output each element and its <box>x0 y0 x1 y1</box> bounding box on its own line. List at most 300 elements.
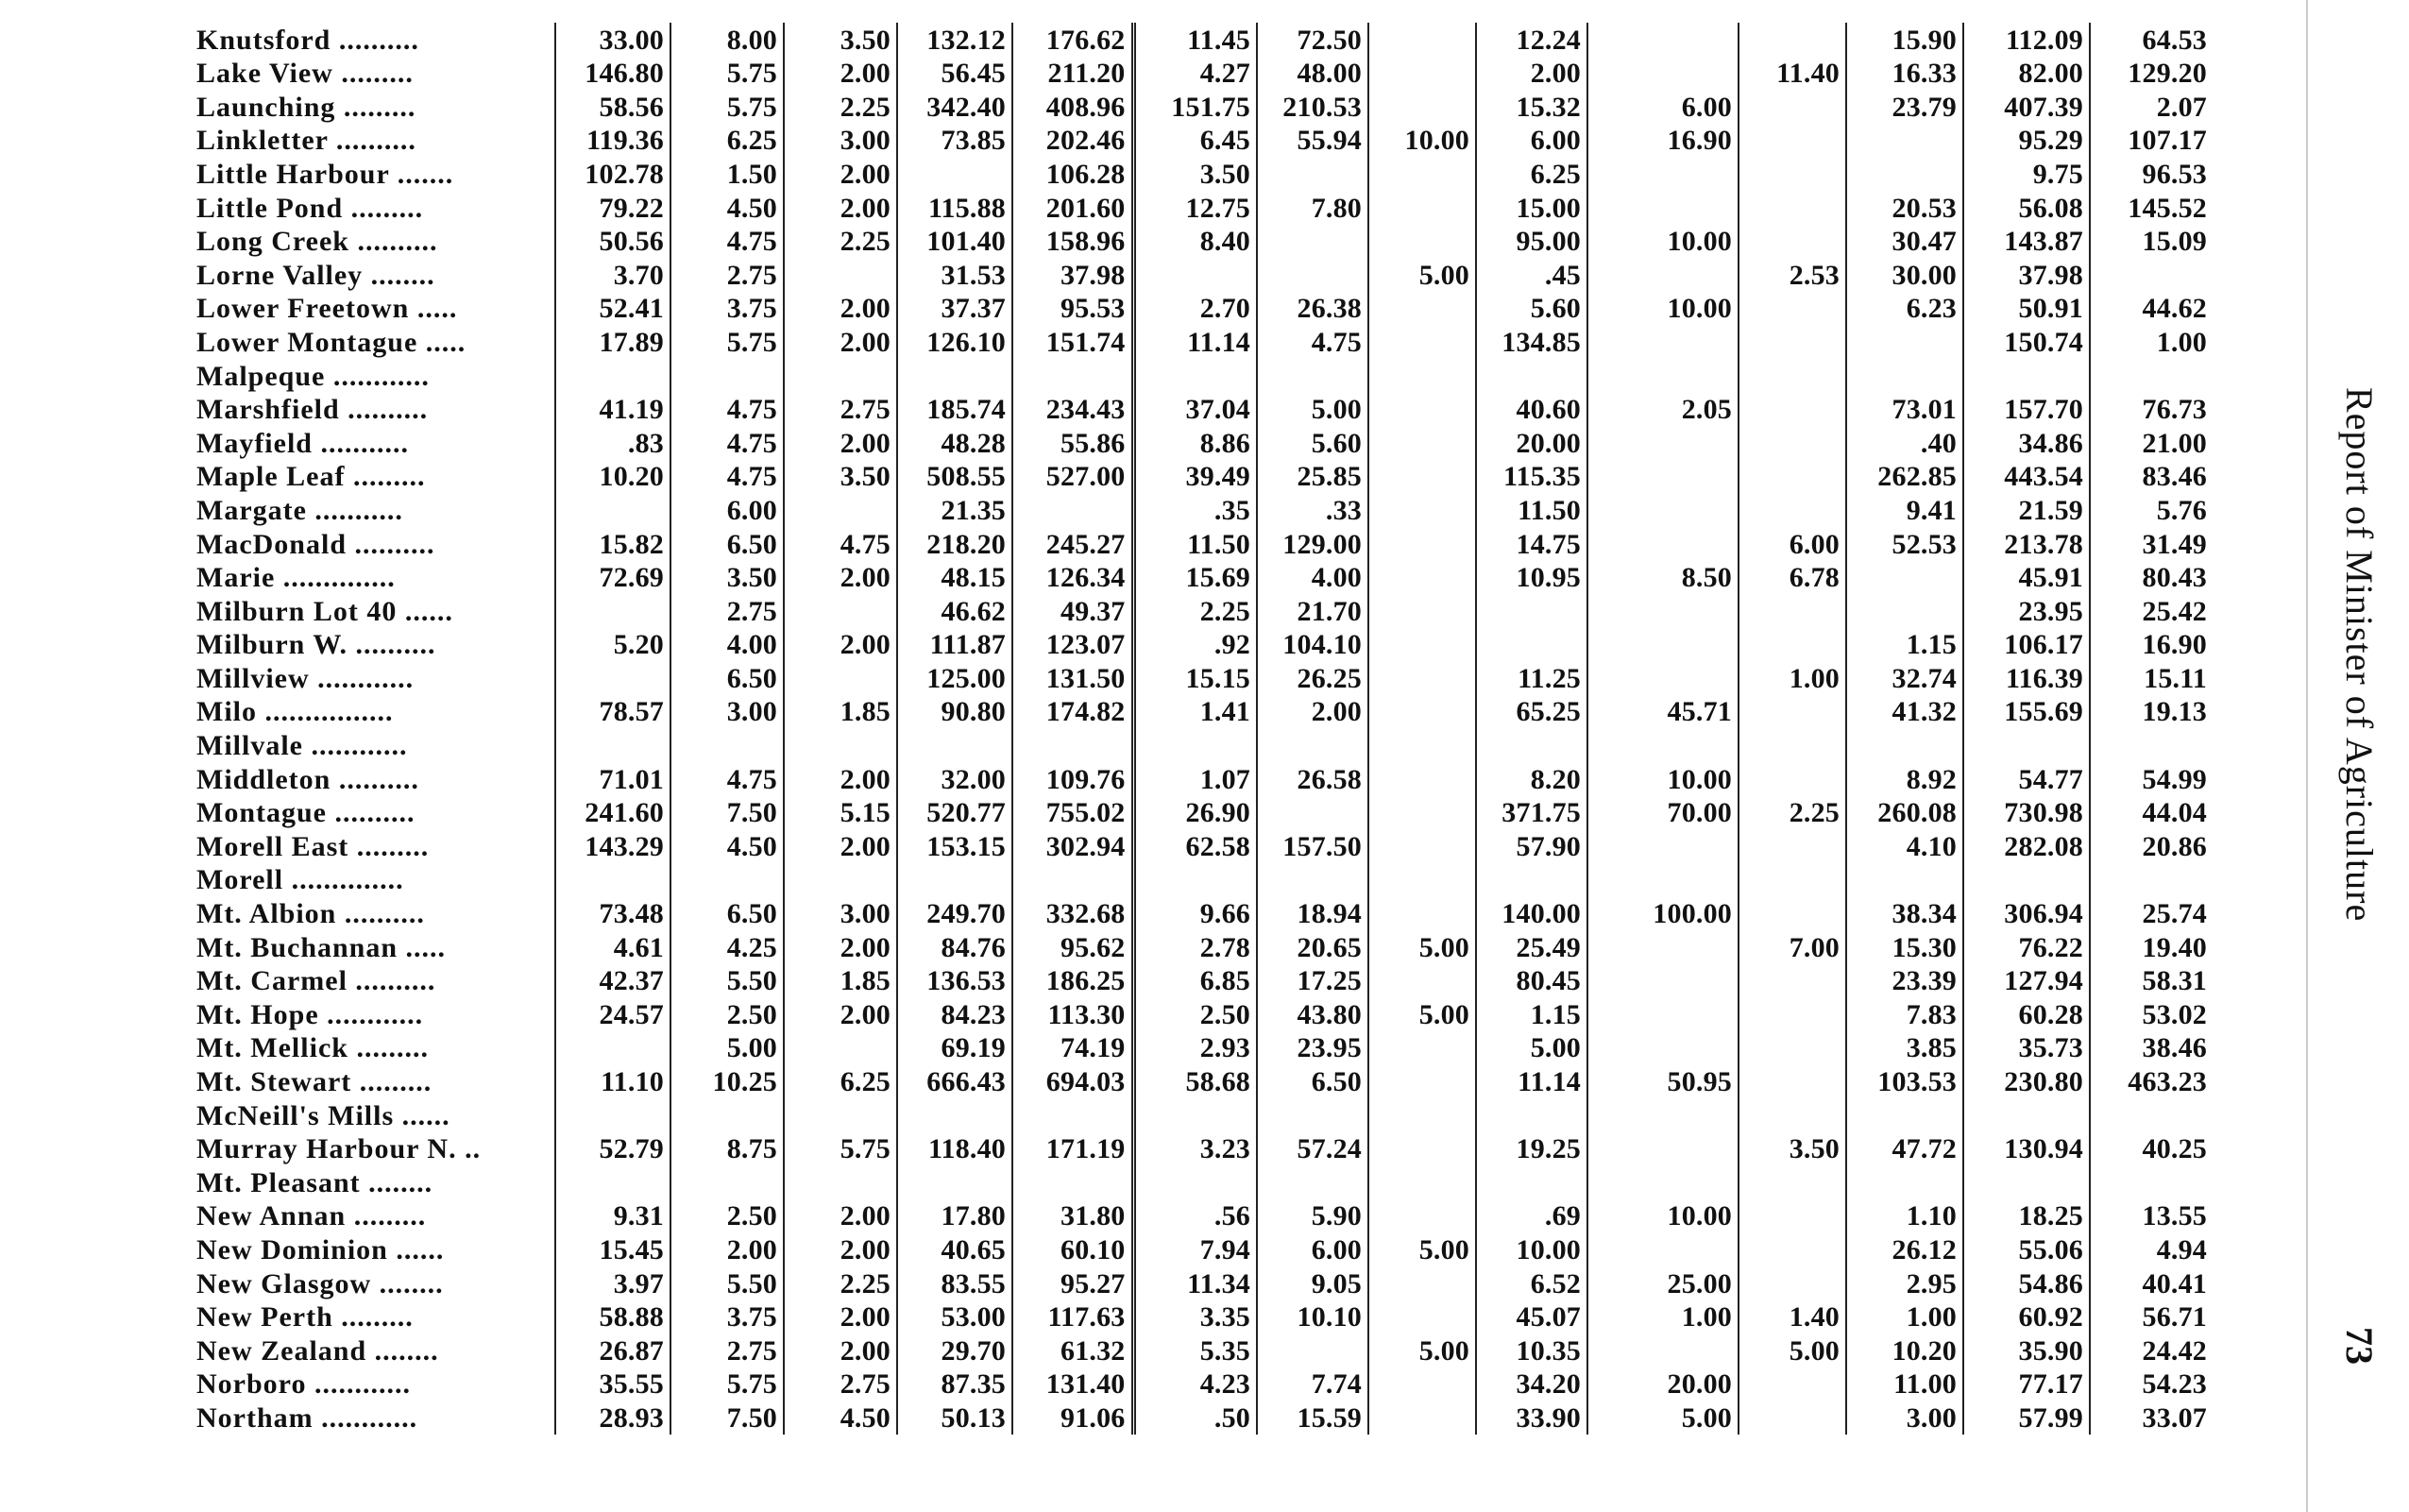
table-cell <box>1739 90 1846 124</box>
table-cell: 1.40 <box>1739 1300 1846 1334</box>
table-cell: 50.13 <box>897 1401 1012 1435</box>
table-cell <box>1368 325 1476 359</box>
table-cell: 15.32 <box>1476 90 1587 124</box>
table-cell: 241.60 <box>555 796 670 830</box>
table-cell: 39.49 <box>1133 460 1257 494</box>
table-cell <box>1368 695 1476 729</box>
table-cell: 4.50 <box>670 191 784 225</box>
table-cell: 58.68 <box>1133 1064 1257 1098</box>
table-cell: 117.63 <box>1012 1300 1133 1334</box>
locality-name: Maple Leaf ......... <box>189 460 555 494</box>
table-cell <box>1012 1098 1133 1132</box>
table-cell: 23.95 <box>1963 594 2090 628</box>
table-cell: 6.85 <box>1133 964 1257 998</box>
locality-name: Margate ........... <box>189 493 555 527</box>
table-cell: 10.35 <box>1476 1334 1587 1368</box>
table-cell <box>1368 1401 1476 1435</box>
table-cell <box>1368 1064 1476 1098</box>
table-cell: 4.23 <box>1133 1368 1257 1402</box>
table-cell <box>1257 1098 1368 1132</box>
table-cell: 43.80 <box>1257 997 1368 1031</box>
table-cell: 730.98 <box>1963 796 2090 830</box>
table-cell <box>1368 493 1476 527</box>
table-cell: 44.04 <box>2142 797 2207 829</box>
table-cell: 38.46 <box>2142 1032 2207 1064</box>
table-cell: 15.00 <box>1476 191 1587 225</box>
table-cell: 2.93 <box>1133 1031 1257 1065</box>
table-cell <box>1587 1031 1739 1065</box>
table-cell: 1.00 <box>2156 326 2207 358</box>
table-cell: .45 <box>1476 258 1587 292</box>
table-cell: 45.91 <box>1963 561 2090 595</box>
table-cell <box>1963 728 2090 762</box>
table-cell: 3.50 <box>784 460 897 494</box>
table-cell: 282.08 <box>1963 829 2090 863</box>
table-cell: 2.75 <box>670 258 784 292</box>
margin-rule <box>2306 0 2308 1512</box>
table-cell: 57.90 <box>1476 829 1587 863</box>
table-cell <box>1846 1098 1963 1132</box>
table-cell: 8.20 <box>1476 762 1587 796</box>
table-cell <box>784 1098 897 1132</box>
table-cell: 3.75 <box>670 292 784 326</box>
table-cell <box>1846 863 1963 897</box>
table-cell <box>1257 796 1368 830</box>
table-cell: 14.75 <box>1476 527 1587 561</box>
table-cell: 131.40 <box>1012 1368 1133 1402</box>
table-cell <box>897 728 1012 762</box>
table-cell <box>1476 863 1587 897</box>
table-cell: 5.00 <box>1587 1401 1739 1435</box>
table-cell: 201.60 <box>1012 191 1133 225</box>
table-cell <box>784 594 897 628</box>
table-cell: 520.77 <box>897 796 1012 830</box>
table-cell: 10.00 <box>1587 762 1739 796</box>
table-cell <box>1012 863 1133 897</box>
table-cell: 3.50 <box>1133 157 1257 191</box>
table-cell: 80.43 <box>2142 562 2207 594</box>
table-cell <box>1587 527 1739 561</box>
table-cell: 2.00 <box>784 1300 897 1334</box>
table-cell: 15.90 <box>1846 23 1963 57</box>
locality-name: Mt. Stewart ......... <box>189 1064 555 1098</box>
table-cell: 4.25 <box>670 930 784 964</box>
table-cell: 7.50 <box>670 1401 784 1435</box>
table-cell: 5.75 <box>670 1368 784 1402</box>
table-cell <box>1587 628 1739 662</box>
table-cell <box>1368 157 1476 191</box>
table-cell: 2.25 <box>1739 796 1846 830</box>
table-cell: 70.00 <box>1587 796 1739 830</box>
table-cell: 11.25 <box>1476 661 1587 695</box>
table-row <box>189 426 2213 460</box>
table-cell: 37.37 <box>897 292 1012 326</box>
table-cell: 5.76 <box>2156 494 2207 526</box>
table-cell: 76.73 <box>2142 394 2207 426</box>
table-cell: 2.00 <box>784 1334 897 1368</box>
table-cell: 151.74 <box>1012 325 1133 359</box>
table-cell: 3.50 <box>1739 1132 1846 1166</box>
table-cell: 342.40 <box>897 90 1012 124</box>
table-cell <box>784 493 897 527</box>
table-cell: 6.23 <box>1846 292 1963 326</box>
table-cell <box>2090 258 2213 292</box>
table-cell <box>1476 728 1587 762</box>
table-cell: 23.95 <box>1257 1031 1368 1065</box>
table-cell: 5.75 <box>670 57 784 91</box>
table-cell: 5.15 <box>784 796 897 830</box>
table-cell <box>1012 728 1133 762</box>
table-row <box>189 796 2213 830</box>
table-cell: 106.17 <box>1963 628 2090 662</box>
table-cell <box>1739 157 1846 191</box>
table-cell: 16.90 <box>2142 629 2207 661</box>
table-row <box>189 997 2213 1031</box>
table-cell: 3.50 <box>784 23 897 57</box>
table-cell: 4.94 <box>2156 1233 2207 1266</box>
table-cell: 171.19 <box>1012 1132 1133 1166</box>
table-cell: 95.62 <box>1012 930 1133 964</box>
table-cell: 127.94 <box>1963 964 2090 998</box>
table-cell: 7.50 <box>670 796 784 830</box>
table-cell <box>1476 1098 1587 1132</box>
table-cell: 6.00 <box>670 493 784 527</box>
table-cell <box>1587 258 1739 292</box>
table-cell: .33 <box>1257 493 1368 527</box>
table-cell <box>897 863 1012 897</box>
table-cell: 20.53 <box>1846 191 1963 225</box>
table-cell: 4.00 <box>670 628 784 662</box>
table-cell: 4.61 <box>555 930 670 964</box>
table-cell: 21.70 <box>1257 594 1368 628</box>
table-cell: 8.00 <box>670 23 784 57</box>
table-cell: 48.15 <box>897 561 1012 595</box>
table-cell: 3.00 <box>784 124 897 158</box>
table-cell: 11.14 <box>1476 1064 1587 1098</box>
table-cell: 174.82 <box>1012 695 1133 729</box>
table-cell: 30.00 <box>1846 258 1963 292</box>
table-cell <box>784 1031 897 1065</box>
table-cell: 25.42 <box>2142 595 2207 627</box>
table-row <box>189 359 2213 393</box>
table-cell: 19.13 <box>2142 696 2207 728</box>
table-cell: 73.85 <box>897 124 1012 158</box>
table-cell: 73.48 <box>555 896 670 930</box>
table-row <box>189 728 2213 762</box>
table-cell <box>1587 325 1739 359</box>
table-row <box>189 594 2213 628</box>
table-cell: 19.25 <box>1476 1132 1587 1166</box>
table-cell: 10.00 <box>1368 124 1476 158</box>
table-cell: 50.91 <box>1963 292 2090 326</box>
table-cell <box>2090 728 2213 762</box>
table-cell: 56.45 <box>897 57 1012 91</box>
table-cell: 25.74 <box>2142 898 2207 930</box>
table-cell <box>1368 292 1476 326</box>
table-cell: 33.90 <box>1476 1401 1587 1435</box>
table-cell: 150.74 <box>1963 325 2090 359</box>
table-cell <box>1368 561 1476 595</box>
locality-name: Little Pond ......... <box>189 191 555 225</box>
table-cell: 2.75 <box>784 1368 897 1402</box>
table-cell: 211.20 <box>1012 57 1133 91</box>
table-cell <box>1587 728 1739 762</box>
table-cell: 48.00 <box>1257 57 1368 91</box>
table-cell: 79.22 <box>555 191 670 225</box>
table-cell: 6.78 <box>1739 561 1846 595</box>
locality-name: Murray Harbour N. .. <box>189 1132 555 1166</box>
table-cell: 3.85 <box>1846 1031 1963 1065</box>
table-row <box>189 695 2213 729</box>
table-cell <box>555 661 670 695</box>
table-cell: 44.62 <box>2142 293 2207 325</box>
table-cell <box>1257 258 1368 292</box>
table-cell: 58.88 <box>555 1300 670 1334</box>
table-row <box>189 325 2213 359</box>
table-cell: 113.30 <box>1012 997 1133 1031</box>
table-cell: 23.39 <box>1846 964 1963 998</box>
table-cell: 21.35 <box>897 493 1012 527</box>
table-cell <box>1133 359 1257 393</box>
table-cell <box>1739 1031 1846 1065</box>
table-cell <box>2090 1098 2213 1132</box>
table-cell: .69 <box>1476 1199 1587 1233</box>
table-cell: 186.25 <box>1012 964 1133 998</box>
table-cell: .83 <box>555 426 670 460</box>
table-cell <box>1739 1199 1846 1233</box>
table-cell: 101.40 <box>897 225 1012 259</box>
table-cell: 46.62 <box>897 594 1012 628</box>
locality-name: Malpeque ............ <box>189 359 555 393</box>
table-cell <box>1257 1334 1368 1368</box>
table-cell <box>1368 527 1476 561</box>
table-cell: 106.28 <box>1012 157 1133 191</box>
table-cell: 218.20 <box>897 527 1012 561</box>
table-cell: .40 <box>1846 426 1963 460</box>
table-cell: 15.11 <box>2144 662 2207 694</box>
table-cell <box>1846 1165 1963 1199</box>
table-cell: 1.15 <box>1476 997 1587 1031</box>
table-cell <box>555 1165 670 1199</box>
table-cell: 58.31 <box>2142 965 2207 997</box>
table-cell: 2.75 <box>670 594 784 628</box>
table-cell <box>1012 359 1133 393</box>
locality-name: Northam ............ <box>189 1401 555 1435</box>
table-cell: 72.50 <box>1257 23 1368 57</box>
table-cell: 2.70 <box>1133 292 1257 326</box>
table-cell <box>1963 1165 2090 1199</box>
table-row <box>189 1098 2213 1132</box>
ledger-table <box>189 23 2213 1435</box>
table-cell: 6.25 <box>784 1064 897 1098</box>
table-cell: 6.00 <box>1257 1232 1368 1266</box>
table-cell <box>1587 930 1739 964</box>
table-cell: 9.66 <box>1133 896 1257 930</box>
table-cell: 4.27 <box>1133 57 1257 91</box>
table-cell: 202.46 <box>1012 124 1133 158</box>
table-cell: 2.50 <box>670 997 784 1031</box>
page-number: 73 <box>2338 1327 2381 1365</box>
table-cell <box>1739 728 1846 762</box>
table-cell <box>555 359 670 393</box>
table-cell: 3.70 <box>555 258 670 292</box>
locality-name: MacDonald .......... <box>189 527 555 561</box>
table-cell: 260.08 <box>1846 796 1963 830</box>
table-cell: 9.41 <box>1846 493 1963 527</box>
table-cell: 69.19 <box>897 1031 1012 1065</box>
table-cell: 8.40 <box>1133 225 1257 259</box>
table-cell: 1.85 <box>784 964 897 998</box>
locality-name: McNeill's Mills ...... <box>189 1098 555 1132</box>
table-cell <box>1587 1165 1739 1199</box>
table-cell: 55.86 <box>1012 426 1133 460</box>
table-cell <box>1368 1266 1476 1300</box>
table-row <box>189 393 2213 427</box>
table-cell: 55.94 <box>1257 124 1368 158</box>
table-cell: 54.99 <box>2142 763 2207 795</box>
locality-name: Morell East ......... <box>189 829 555 863</box>
table-cell: 5.60 <box>1476 292 1587 326</box>
table-row <box>189 57 2213 91</box>
table-cell: 3.23 <box>1133 1132 1257 1166</box>
table-cell <box>1133 1098 1257 1132</box>
table-cell <box>1257 359 1368 393</box>
table-cell: 54.86 <box>1963 1266 2090 1300</box>
locality-name: New Dominion ...... <box>189 1232 555 1266</box>
table-cell: 74.19 <box>1012 1031 1133 1065</box>
table-cell: 102.78 <box>555 157 670 191</box>
table-cell <box>670 728 784 762</box>
table-cell <box>1963 1098 2090 1132</box>
table-cell: 91.06 <box>1012 1401 1133 1435</box>
table-cell <box>784 863 897 897</box>
table-cell: 25.49 <box>1476 930 1587 964</box>
locality-name: Mt. Hope ............ <box>189 997 555 1031</box>
table-row <box>189 561 2213 595</box>
table-cell: 126.34 <box>1012 561 1133 595</box>
table-cell: 306.94 <box>1963 896 2090 930</box>
table-cell: 11.45 <box>1133 23 1257 57</box>
table-cell: 10.10 <box>1257 1300 1368 1334</box>
table-cell: .35 <box>1133 493 1257 527</box>
table-row <box>189 1334 2213 1368</box>
table-cell: 29.70 <box>897 1334 1012 1368</box>
table-cell: 134.85 <box>1476 325 1587 359</box>
table-cell <box>1368 829 1476 863</box>
table-cell: 2.00 <box>784 191 897 225</box>
table-cell: 4.75 <box>1257 325 1368 359</box>
table-cell <box>784 1165 897 1199</box>
table-cell: 1.00 <box>1587 1300 1739 1334</box>
table-cell: 16.90 <box>1587 124 1739 158</box>
table-cell <box>1368 426 1476 460</box>
locality-name: New Annan ......... <box>189 1199 555 1233</box>
table-cell: 112.09 <box>1963 23 2090 57</box>
table-cell <box>784 359 897 393</box>
table-row <box>189 762 2213 796</box>
table-cell: 2.00 <box>784 829 897 863</box>
table-cell: 11.00 <box>1846 1368 1963 1402</box>
table-cell <box>1739 1232 1846 1266</box>
table-cell <box>555 594 670 628</box>
table-cell <box>1133 258 1257 292</box>
table-cell <box>1368 1300 1476 1334</box>
table-cell <box>1846 594 1963 628</box>
table-cell: 125.00 <box>897 661 1012 695</box>
locality-name: Lower Montague ..... <box>189 325 555 359</box>
table-cell: 10.00 <box>1587 292 1739 326</box>
locality-name: Marshfield .......... <box>189 393 555 427</box>
table-row <box>189 896 2213 930</box>
table-cell: 100.00 <box>1587 896 1739 930</box>
table-cell: 4.75 <box>670 225 784 259</box>
table-row <box>189 1132 2213 1166</box>
table-cell: 78.57 <box>555 695 670 729</box>
table-cell: 37.98 <box>1963 258 2090 292</box>
table-cell: 371.75 <box>1476 796 1587 830</box>
table-cell <box>1587 964 1739 998</box>
table-cell: 1.10 <box>1846 1199 1963 1233</box>
table-cell <box>1739 829 1846 863</box>
table-cell: 5.00 <box>1368 1334 1476 1368</box>
table-cell: 2.00 <box>784 292 897 326</box>
table-cell: .50 <box>1133 1401 1257 1435</box>
table-row <box>189 930 2213 964</box>
table-cell: 40.25 <box>2142 1133 2207 1165</box>
table-cell <box>1257 157 1368 191</box>
table-cell: 111.87 <box>897 628 1012 662</box>
table-cell: 5.00 <box>1368 258 1476 292</box>
table-cell: 8.75 <box>670 1132 784 1166</box>
table-cell: 527.00 <box>1012 460 1133 494</box>
table-row <box>189 964 2213 998</box>
table-cell: 95.00 <box>1476 225 1587 259</box>
locality-name: Mayfield ........... <box>189 426 555 460</box>
table-row <box>189 1368 2213 1402</box>
locality-name: Millview ............ <box>189 661 555 695</box>
table-cell <box>1368 359 1476 393</box>
table-cell: 50.95 <box>1587 1064 1739 1098</box>
table-cell: 10.00 <box>1587 1199 1739 1233</box>
table-cell: 2.00 <box>784 1199 897 1233</box>
table-cell <box>1587 426 1739 460</box>
table-cell <box>1587 57 1739 91</box>
table-cell <box>1739 695 1846 729</box>
table-cell: 136.53 <box>897 964 1012 998</box>
table-cell: 176.62 <box>1012 23 1133 57</box>
table-cell: 1.07 <box>1133 762 1257 796</box>
table-cell: 7.74 <box>1257 1368 1368 1402</box>
table-cell: 56.08 <box>1963 191 2090 225</box>
table-cell: 4.50 <box>784 1401 897 1435</box>
table-cell <box>670 1098 784 1132</box>
table-cell: 8.86 <box>1133 426 1257 460</box>
table-cell: 6.00 <box>1587 90 1739 124</box>
table-cell: 15.59 <box>1257 1401 1368 1435</box>
table-cell: 5.75 <box>784 1132 897 1166</box>
table-cell: 53.02 <box>2142 998 2207 1030</box>
table-cell <box>1133 728 1257 762</box>
table-cell: 8.50 <box>1587 561 1739 595</box>
table-cell: 1.00 <box>1739 661 1846 695</box>
table-cell: 3.00 <box>1846 1401 1963 1435</box>
locality-name: Lorne Valley ........ <box>189 258 555 292</box>
table-cell: 2.25 <box>784 1266 897 1300</box>
table-cell: 140.00 <box>1476 896 1587 930</box>
table-cell: 1.41 <box>1133 695 1257 729</box>
table-cell <box>1257 225 1368 259</box>
table-row <box>189 1232 2213 1266</box>
